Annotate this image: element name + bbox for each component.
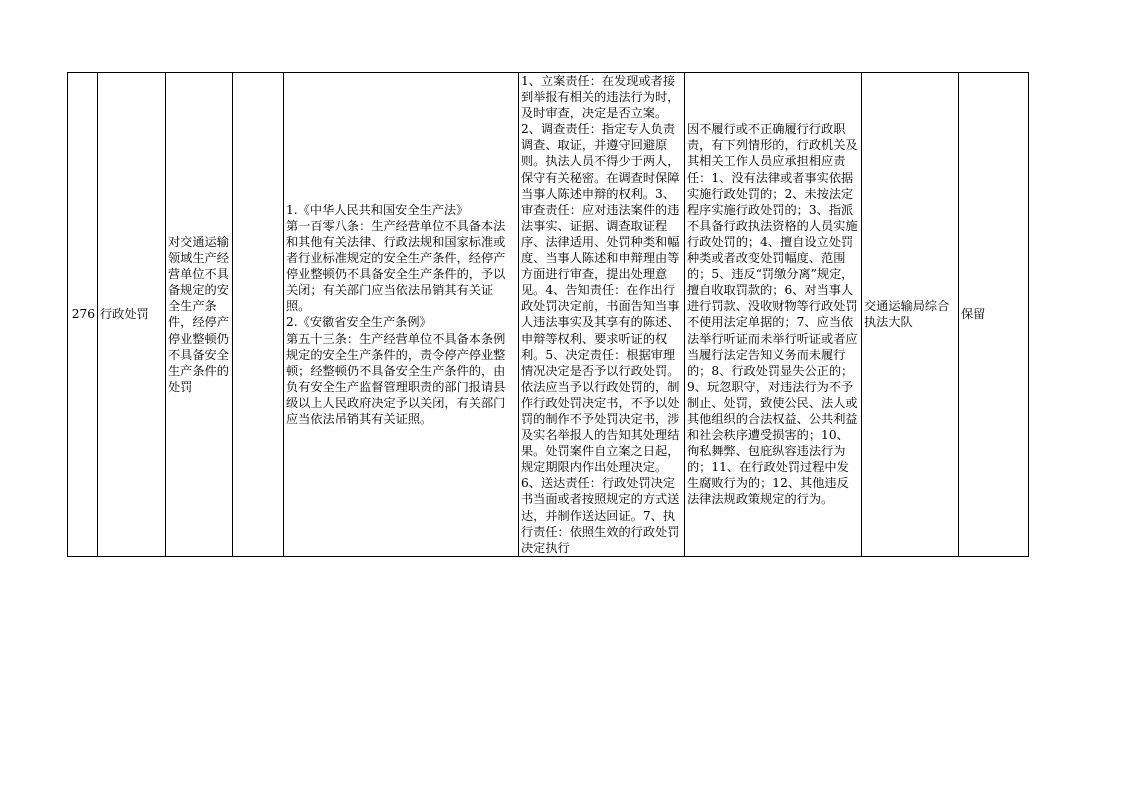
note-cell (959, 73, 1029, 557)
legal-basis-text: 1.《中华人民共和国安全生产法》 第一百零八条：生产经营单位不具备本法和其他有关法律、行政法规和国家标准或者行业标准规定的安全生产条件，经停产停业整顿仍不具备安全生产条件的，予以关闭；有关部门应当依法吊销其有关证照。 2.《安徽省安全生产条例》 第五十三条：生产经营单位不具备本条例规定的安全生产条件的，责令停产停业整顿；经整顿仍不具备安全生产条件的，由负有安全生产监督管理职责的部门报请县级以上人民政府决定予以关闭，有关部门应当依法吊销其有关证照。 (286, 202, 506, 426)
table-row (68, 73, 1029, 557)
item-name-text: 对交通运输领域生产经营单位不具备规定的安全生产条件，经停产停业整顿仍不具备安全生产条件的处罚 (168, 234, 229, 394)
duties-cell (519, 73, 685, 557)
accountability-cell (685, 73, 862, 557)
accountability-text: 因不履行或不正确履行行政职责，有下列情形的，行政机关及其相关工作人员应承担相应责任：1、没有法律或者事实依据实施行政处罚的；2、未按法定程序实施行政处罚的；3、指派不具备行政执法资格的人员实施行政处罚的；4、擅自设立处罚种类或者改变处罚幅度、范围的；5、违反“罚缴分离”规定，擅自收取罚款的；6、对当事人进行罚款、没收财物等行政处罚不使用法定单据的；7、应当依法举行听证而未举行听证或者应当履行法定告知义务而未履行的；8、行政处罚显失公正的；9、玩忽职守，对违法行为不予制止、处罚，致使公民、法人或其他组织的合法权益、公共利益和社会秩序遭受损害的；10、徇私舞弊、包庇纵容违法行为的；11、在行政处罚过程中发生腐败行为的；12、其他违反法律法规政策规定的行为。 (687, 122, 858, 507)
code-cell (233, 73, 284, 557)
department-cell (862, 73, 959, 557)
row-number-cell (68, 73, 98, 557)
note-text: 保留 (961, 307, 986, 322)
item-table (67, 72, 1029, 557)
legal-basis-cell (284, 73, 519, 557)
duties-text: 1、立案责任：在发现或者接到举报有相关的违法行为时，及时审查，决定是否立案。2、调查责任：指定专人负责调查、取证，并遵守回避原则。执法人员不得少于两人，保守有关秘密。在调查时保障当事人陈述申辩的权利。3、审查责任：应对违法案件的违法事实、证据、调查取证程序、法律适用、处罚种类和幅度、当事人陈述和申辩理由等方面进行审查，提出处理意见。4、告知责任：在作出行政处罚决定前，书面告知当事人违法事实及其享有的陈述、申辩等权利、要求听证的权利。5、决定责任：根据审理情况决定是否予以行政处罚。依法应当予以行政处罚的，制作行政处罚决定书，不予以处罚的制作不予处罚决定书，涉及实名举报人的告知其处理结果。处罚案件自立案之日起，规定期限内作出处理决定。 6、送达责任：行政处罚决定书当面或者按照规定的方式送达，并制作送达回证。7、执行责任：依照生效的行政处罚决定执行 (521, 74, 680, 555)
department-text: 交通运输局综合执法大队 (864, 299, 950, 330)
item-name-cell (166, 73, 233, 557)
category-cell (98, 73, 166, 557)
category-text: 行政处罚 (100, 307, 149, 322)
row-number: 276 (71, 307, 95, 322)
